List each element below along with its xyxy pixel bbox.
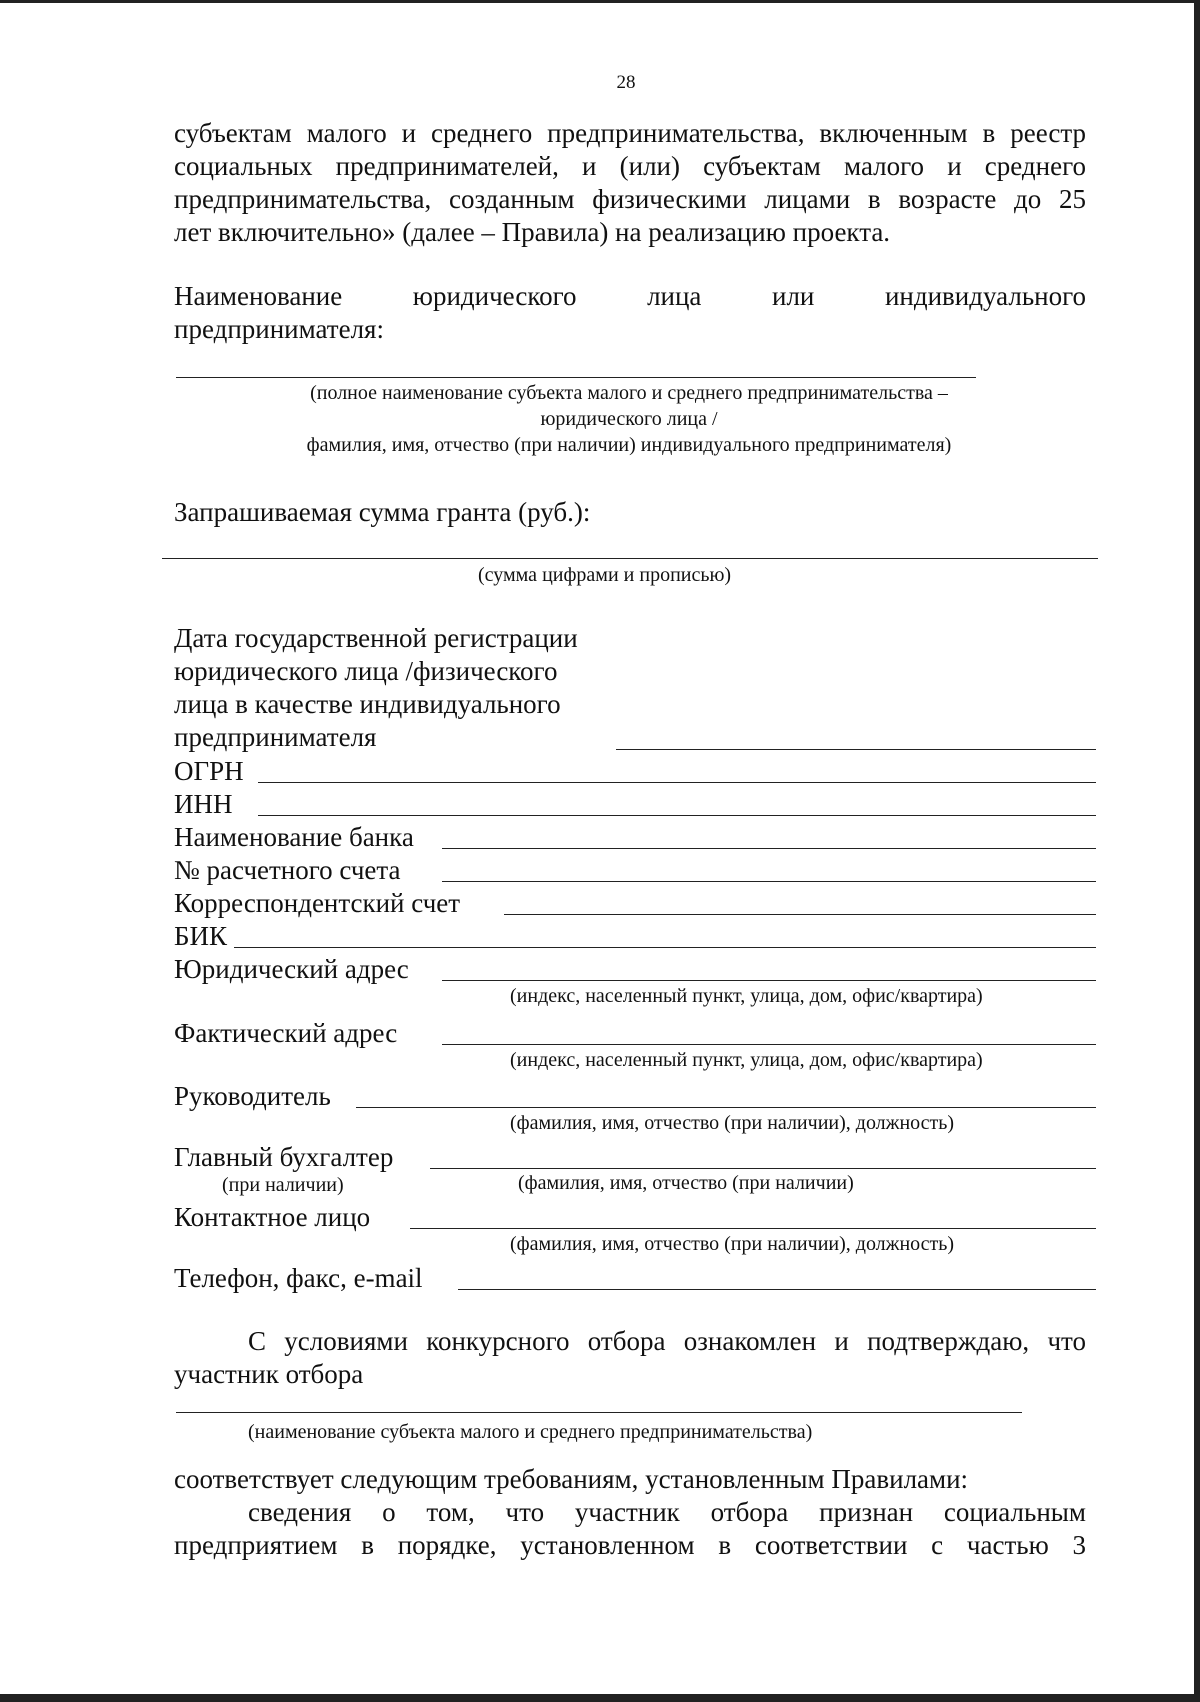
- requirement-line: сведения о том, что участник отбора признан социальным: [248, 1497, 1086, 1527]
- intro-line: социальных предпринимателей, и (или) субъектам малого и среднего: [174, 151, 1086, 181]
- bank-name-field[interactable]: [442, 848, 1096, 849]
- entity-name-caption: (полное наименование субъекта малого и среднего предпринимательства – юридического лица / фамилия, имя, отчество (при наличии) индивидуального предпринимателя): [306, 382, 952, 456]
- page-frame-right: [1194, 0, 1200, 1702]
- corr-account-label: Корреспондентский счет: [174, 888, 461, 918]
- contact-person-caption: (фамилия, имя, отчество (при наличии), должность): [510, 1233, 955, 1255]
- legal-address-caption: (индекс, населенный пункт, улица, дом, офис/квартира): [510, 985, 983, 1007]
- requirement-paragraph: [174, 1496, 1086, 1562]
- chief-accountant-field[interactable]: [430, 1168, 1096, 1169]
- grant-amount-field[interactable]: [162, 558, 1098, 559]
- participant-caption: (наименование субъекта малого и среднего предпринимательства): [248, 1421, 813, 1443]
- grant-label: Запрашиваемая сумма гранта (руб.):: [174, 497, 591, 527]
- intro-paragraph: [174, 117, 1086, 249]
- account-field[interactable]: [442, 881, 1096, 882]
- actual-address-caption: (индекс, населенный пункт, улица, дом, офис/квартира): [510, 1049, 983, 1071]
- intro-line: лет включительно» (далее – Правила) на реализацию проекта.: [174, 217, 891, 247]
- legal-address-label: Юридический адрес: [174, 954, 409, 984]
- intro-line: субъектам малого и среднего предпринимательства, включенным в реестр: [174, 118, 1086, 148]
- registration-date-field[interactable]: [616, 749, 1096, 750]
- corr-account-field[interactable]: [504, 914, 1096, 915]
- entity-name-label: [174, 280, 1086, 346]
- ogrn-field[interactable]: [258, 782, 1096, 783]
- inn-field[interactable]: [258, 815, 1096, 816]
- page-number: 28: [616, 72, 636, 93]
- phone-field[interactable]: [458, 1289, 1096, 1290]
- director-field[interactable]: [356, 1107, 1096, 1108]
- contact-person-label: Контактное лицо: [174, 1202, 371, 1232]
- contact-person-field[interactable]: [410, 1228, 1096, 1229]
- chief-accountant-note: (при наличии): [222, 1174, 344, 1196]
- phone-label: Телефон, факс, e-mail: [174, 1263, 423, 1293]
- participant-name-field[interactable]: [176, 1412, 1022, 1413]
- legal-address-field[interactable]: [442, 980, 1096, 981]
- ogrn-label: ОГРН: [174, 756, 244, 786]
- account-label: № расчетного счета: [174, 855, 401, 885]
- entity-name-label-line: Наименование юридического лица или индивидуального: [174, 281, 1086, 311]
- director-label: Руководитель: [174, 1081, 331, 1111]
- registration-label: предпринимателя: [174, 722, 377, 752]
- inn-label: ИНН: [174, 789, 233, 819]
- intro-line: предпринимательства, созданным физическими лицами в возрасте до 25: [174, 184, 1086, 214]
- page-frame-bottom: [0, 1694, 1200, 1702]
- actual-address-field[interactable]: [442, 1044, 1096, 1045]
- chief-accountant-label: Главный бухгалтер: [174, 1142, 394, 1172]
- registration-label: лица в качестве индивидуального: [174, 689, 561, 719]
- registration-label: юридического лица /физического: [174, 656, 558, 686]
- director-caption: (фамилия, имя, отчество (при наличии), должность): [510, 1112, 955, 1134]
- page-frame-top: [0, 0, 1200, 3]
- grant-caption: (сумма цифрами и прописью): [478, 564, 732, 586]
- bik-field[interactable]: [234, 947, 1096, 948]
- bik-label: БИК: [174, 921, 228, 951]
- closing-line: С условиями конкурсного отбора ознакомлен и подтверждаю, что: [248, 1326, 1086, 1356]
- entity-name-field[interactable]: [176, 377, 976, 378]
- closing-paragraph: [174, 1325, 1086, 1391]
- closing-line: участник отбора: [174, 1359, 364, 1389]
- requirements-intro: соответствует следующим требованиям, установленным Правилами:: [174, 1464, 969, 1494]
- entity-name-label-line: предпринимателя:: [174, 314, 384, 344]
- bank-name-label: Наименование банка: [174, 822, 414, 852]
- requirement-line: предприятием в порядке, установленном в соответствии с частью 3: [174, 1530, 1086, 1560]
- chief-accountant-caption: (фамилия, имя, отчество (при наличии): [518, 1172, 854, 1194]
- registration-label: Дата государственной регистрации: [174, 623, 578, 653]
- actual-address-label: Фактический адрес: [174, 1018, 398, 1048]
